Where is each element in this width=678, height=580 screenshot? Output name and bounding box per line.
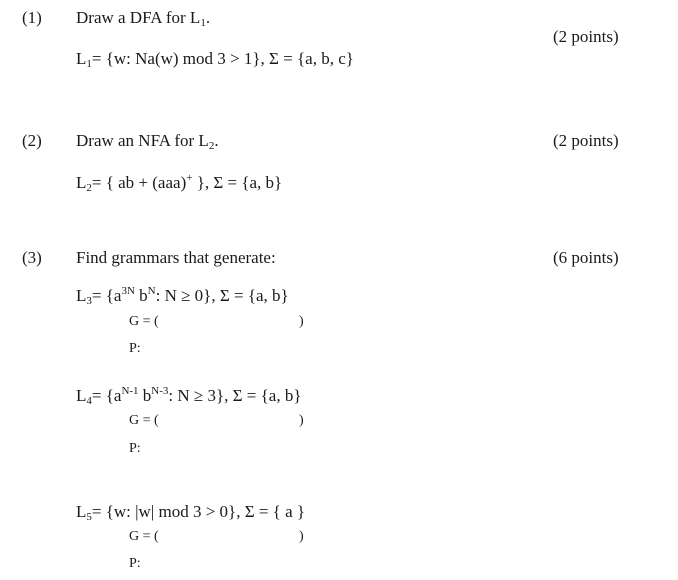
grammar-g4-close: ) [299,413,304,428]
problem-1-points: (2 points) [553,27,619,46]
problem-1-heading: Draw a DFA for L1. [76,8,211,29]
language-l2: L2= { ab + (aaa)+ }, Σ = {a, b} [76,172,283,194]
productions-p3-label: P: [129,341,141,356]
language-l4: $L4= \{a^{N-1}$ $b^{N-3}$: N ≥ 3}, Σ = {a, b} [76,385,302,407]
problem-3-number: (3) [22,248,42,267]
grammar-g4-open: G = ( [129,413,159,428]
language-l1: L1= {w: Na(w) mod 3 > 1}, Σ = {a, b, c} [76,49,354,70]
problem-3-heading: Find grammars that generate: [76,248,276,267]
grammar-g3-open: G = ( [129,314,159,329]
grammar-g5-open: G = ( [129,529,159,544]
problem-2-points: (2 points) [553,131,619,150]
grammar-g5-close: ) [299,529,304,544]
problem-2-number: (2) [22,131,42,150]
grammar-g3-close: ) [299,314,304,329]
productions-p5-label: P: [129,556,141,571]
problem-2-heading: Draw an NFA for L2. [76,131,219,152]
problem-1-number: (1) [22,8,42,27]
language-l3: $L3= \{a^{3N}$ $b^N$: N ≥ 0}, Σ = {a, b} [76,285,289,307]
problem-3-points: (6 points) [553,248,619,267]
language-l5: L5= {w: |w| mod 3 > 0}, Σ = { a } [76,502,306,523]
productions-p4-label: P: [129,441,141,456]
